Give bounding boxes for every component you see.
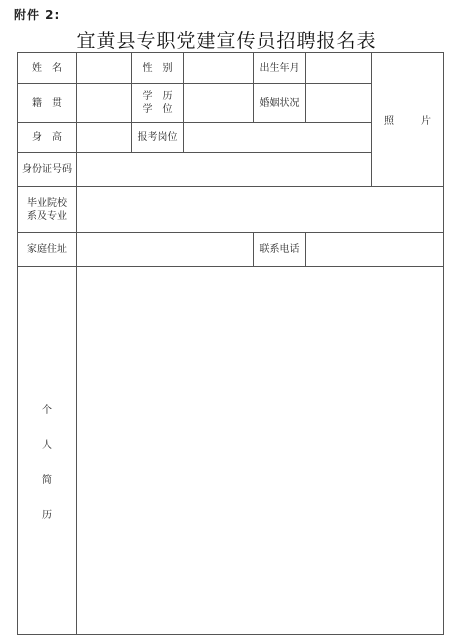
school-label-line2: 系及专业 <box>27 210 67 222</box>
marital-status-label: 婚姻状况 <box>254 84 306 123</box>
resume-label <box>18 267 77 635</box>
name-field[interactable] <box>77 53 132 84</box>
home-address-field[interactable] <box>77 233 254 267</box>
photo-cell[interactable] <box>372 53 444 187</box>
resume-char-3: 简 <box>42 474 52 486</box>
resume-char-2: 人 <box>42 439 52 451</box>
home-address-label: 家庭住址 <box>18 233 77 267</box>
photo-label-right: 片 <box>421 116 431 127</box>
school-major-label <box>18 187 77 233</box>
education-label-line2: 学 位 <box>142 104 173 115</box>
marital-status-field[interactable] <box>306 84 372 123</box>
birth-date-label: 出生年月 <box>254 53 306 84</box>
name-label: 姓 名 <box>18 53 77 84</box>
school-major-field[interactable] <box>77 187 444 233</box>
education-label-line1: 学 历 <box>142 91 173 102</box>
education-field[interactable] <box>184 84 254 123</box>
native-place-label: 籍 贯 <box>18 84 77 123</box>
phone-label: 联系电话 <box>254 233 306 267</box>
gender-field[interactable] <box>184 53 254 84</box>
resume-field[interactable] <box>77 267 444 635</box>
height-field[interactable] <box>77 123 132 153</box>
birth-date-field[interactable] <box>306 53 372 84</box>
resume-char-4: 历 <box>42 509 52 521</box>
school-label-line1: 毕业院校 <box>27 197 67 209</box>
phone-field[interactable] <box>306 233 444 267</box>
photo-label-left: 照 <box>384 116 394 127</box>
id-number-field[interactable] <box>77 153 372 187</box>
applied-position-field[interactable] <box>184 123 372 153</box>
gender-label: 性 别 <box>132 53 184 84</box>
height-label: 身 高 <box>18 123 77 153</box>
applied-position-label: 报考岗位 <box>132 123 184 153</box>
attachment-label: 附件 2: <box>14 8 61 22</box>
native-place-field[interactable] <box>77 84 132 123</box>
registration-form-table <box>17 52 444 635</box>
education-label <box>132 84 184 123</box>
form-title: 宜黄县专职党建宣传员招聘报名表 <box>76 30 377 52</box>
resume-char-1: 个 <box>42 404 52 416</box>
id-number-label: 身份证号码 <box>18 153 77 187</box>
